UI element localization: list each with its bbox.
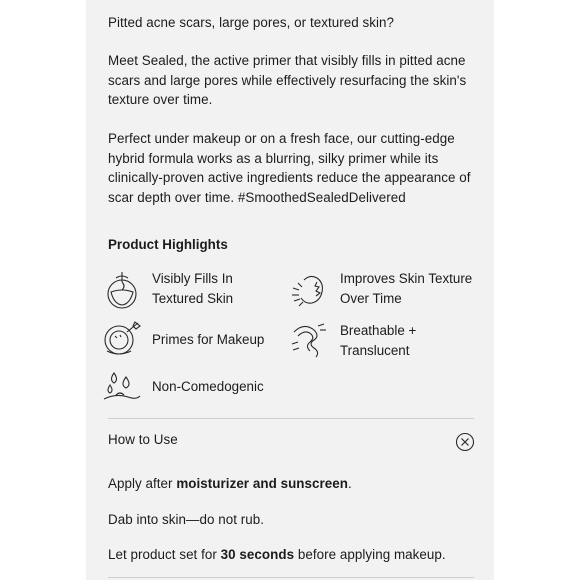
- droplets-leaf-icon: [102, 369, 142, 405]
- step-1-text: Apply after: [108, 476, 177, 491]
- highlight-3-line-1: Primes for Makeup: [152, 332, 265, 347]
- highlight-4-line-1: Breathable +: [340, 323, 417, 338]
- step-3-bold: 30 seconds: [220, 547, 295, 562]
- product-description-panel: [86, 0, 494, 580]
- close-icon[interactable]: [455, 432, 475, 452]
- how-to-use-toggle[interactable]: How to Use: [108, 432, 178, 447]
- breathable-wave-icon: [290, 320, 330, 360]
- highlight-2-line-1: Improves Skin Texture: [340, 271, 473, 286]
- step-3-text: Let product set for: [108, 547, 221, 562]
- step-3-end: before applying makeup.: [294, 547, 446, 562]
- intro-paragraph-2: Perfect under makeup or on a fresh face, our cutting-edge hybrid formula works as a blurring, silky primer while its clinically-proven active ingredients reduce the appearance of scar depth over time. #SmoothedSealedDelivered: [108, 131, 471, 205]
- how-to-step-3: [108, 545, 474, 565]
- fill-bowl-icon: [106, 270, 142, 312]
- highlights-title: Product Highlights: [108, 237, 228, 252]
- how-to-step-2: Dab into skin—do not rub.: [108, 512, 265, 527]
- intro-question: Pitted acne scars, large pores, or textured skin?: [108, 15, 395, 30]
- step-1-bold: moisturizer and sunscreen: [176, 476, 349, 491]
- highlight-1-line-2: Textured Skin: [152, 290, 234, 306]
- highlight-1-line-1: Visibly Fills In: [152, 271, 233, 286]
- section-divider: [108, 418, 474, 419]
- highlight-improves-texture: [290, 270, 472, 312]
- bottom-divider: [108, 577, 474, 578]
- highlight-2-line-2: Over Time: [340, 290, 402, 306]
- intro-paragraph-1: Meet Sealed, the active primer that visibly fills in pitted acne scars and large pores while effectively resurfacing the skin's texture over time.: [108, 53, 467, 107]
- texture-burst-icon: [290, 270, 330, 312]
- highlight-4-line-2: Translucent: [340, 342, 410, 358]
- highlight-5-line-1: Non-Comedogenic: [152, 379, 264, 394]
- highlight-non-comedogenic: [102, 369, 264, 405]
- highlight-primes-makeup: [102, 320, 264, 360]
- compact-brush-icon: [102, 320, 142, 360]
- highlight-fills-textured-skin: [106, 270, 233, 312]
- how-to-step-1: [108, 474, 474, 494]
- highlight-breathable-translucent: [290, 320, 416, 360]
- step-1-end: .: [348, 476, 352, 491]
